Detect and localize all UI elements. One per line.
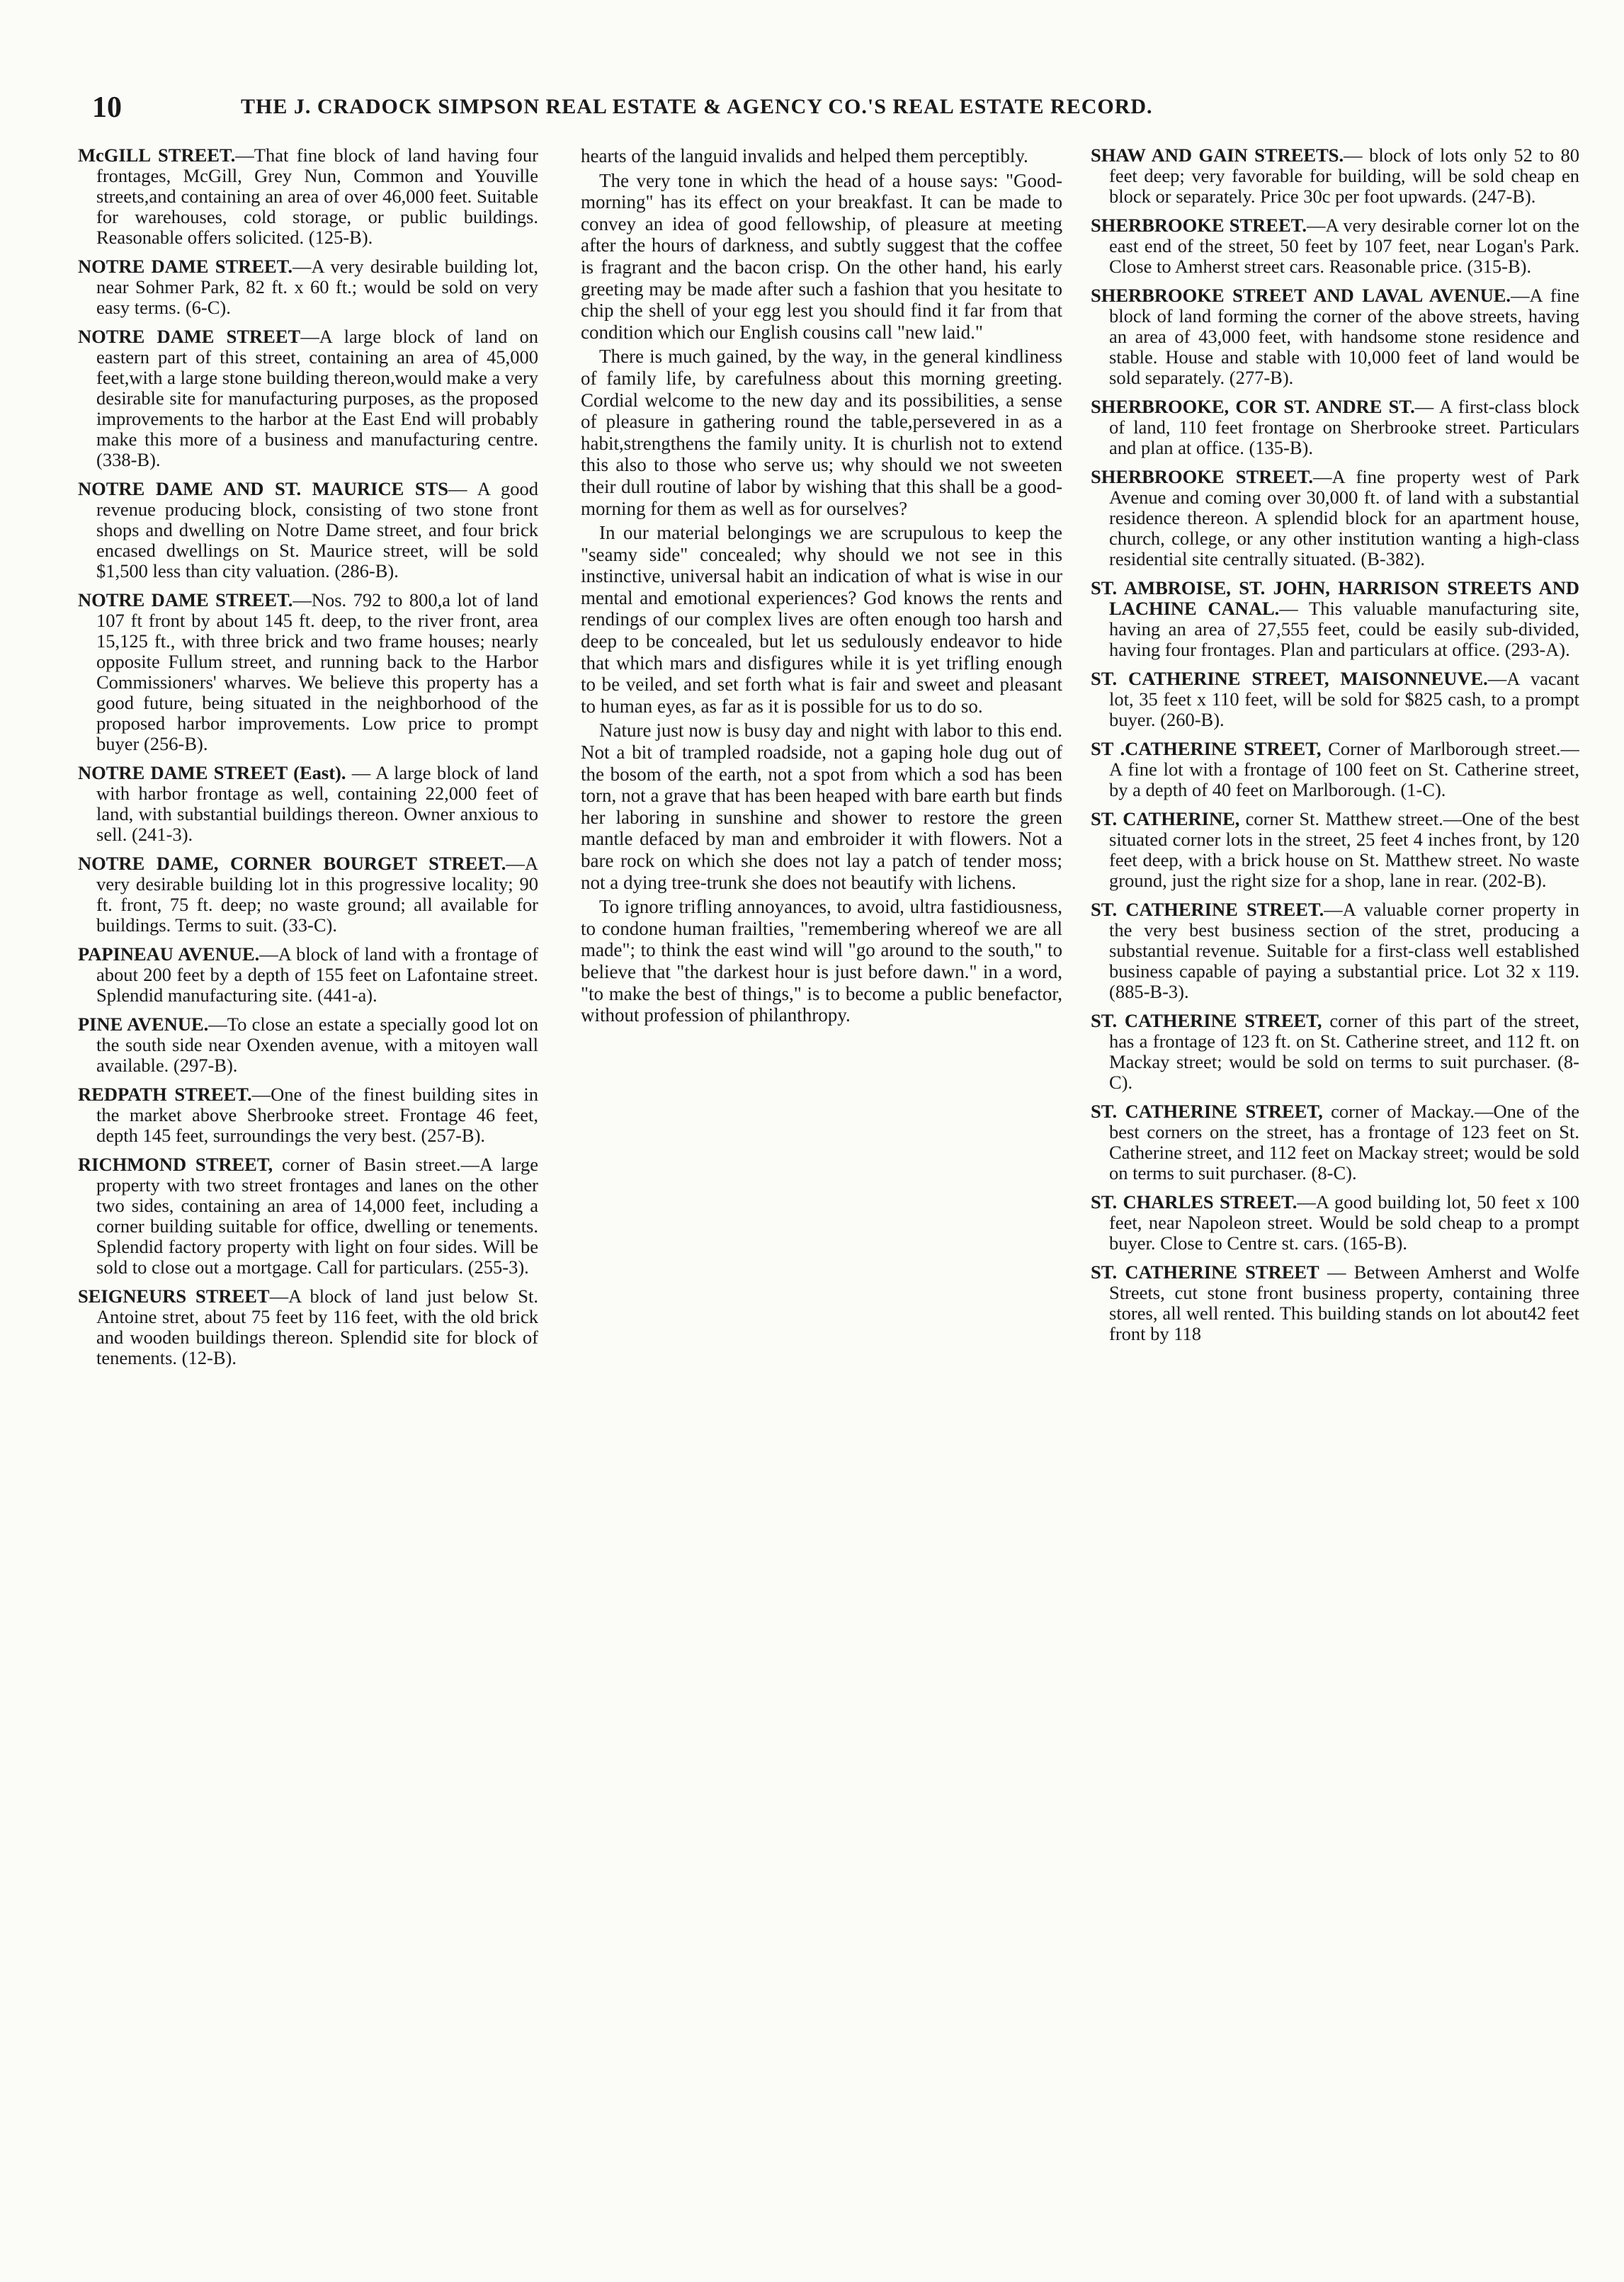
- listing: [78, 1286, 538, 1368]
- listing-text: —A valuable corner property in the very best business section of the stret, producing a substantial revenue. Suitable for a first-class well established business capable of paying a substantial price. Lot 32 x 119. (885-B-3).: [1109, 899, 1579, 1002]
- listing: [1091, 467, 1579, 569]
- listing-heading: NOTRE DAME STREET (East).: [78, 762, 346, 783]
- listing: [1091, 1262, 1579, 1344]
- running-head: THE J. CRADOCK SIMPSON REAL ESTATE & AGENCY CO.'S REAL ESTATE RECORD.: [241, 95, 1153, 118]
- listing-text: — This valuable manufacturing site, having an area of 27,555 feet, could be easily sub-divided, having four frontages. Plan and particulars at office. (293-A).: [1109, 598, 1579, 660]
- listing: [78, 1154, 538, 1278]
- listing-text: corner of Mackay.—One of the best corners on the street, has a frontage of 123 feet on St. Catherine street, and 112 feet on Mackay street; would be sold on terms to suit purchaser. (8-C).: [1109, 1101, 1579, 1183]
- listing-text: — A large block of land with harbor frontage as well, containing 22,000 feet of land, with substantial buildings thereon. Owner anxious to sell. (241-3).: [96, 762, 538, 845]
- listing-heading: ST. CATHERINE STREET, MAISONNEUVE.: [1091, 668, 1488, 689]
- listing-heading: SHERBROOKE STREET.: [1091, 215, 1307, 236]
- listing-text: — A good revenue producing block, consisting of two stone front shops and dwelling on Notre Dame street, and four brick encased dwellings on St. Maurice street, will be sold $1,500 less than city valuation. (286-B).: [96, 478, 538, 581]
- listing: [1091, 809, 1579, 891]
- listing: [78, 1014, 538, 1076]
- listing-text: —To close an estate a specially good lot on the south side near Oxenden avenue, with a mitoyen wall available. (297-B).: [96, 1014, 538, 1076]
- listing: [1091, 397, 1579, 458]
- listing-text: —A fine property west of Park Avenue and coming over 30,000 ft. of land with a substantial residence thereon. A splendid block for an apartment house, church, college, or any other institution wanting a high-class residential site centrally situated. (B-382).: [1109, 466, 1579, 569]
- listing-text: —A very desirable corner lot on the east end of the street, 50 feet by 107 feet, near Logan's Park. Close to Amherst street cars. Reasonable price. (315-B).: [1109, 215, 1579, 277]
- right-column: [1091, 145, 1579, 2242]
- listing-heading: NOTRE DAME, CORNER BOURGET STREET.: [78, 853, 506, 874]
- listing-heading: ST .CATHERINE STREET,: [1091, 738, 1322, 759]
- listing-text: —A very desirable building lot, near Sohmer Park, 82 ft. x 60 ft.; would be sold on very easy terms. (6-C).: [96, 256, 538, 318]
- middle-column: [581, 145, 1062, 2242]
- listing-text: —A block of land with a frontage of about 200 feet by a depth of 155 feet on Lafontaine street. Splendid manufacturing site. (441-a).: [96, 943, 538, 1006]
- listing: [1091, 1101, 1579, 1183]
- listing-text: — Between Amherst and Wolfe Streets, cut stone front business property, containing three stores, all well rented. This building stands on lot about42 feet front by 118: [1109, 1261, 1579, 1344]
- page-number: 10: [92, 91, 122, 124]
- article-paragraph: hearts of the languid invalids and helped them perceptibly.: [581, 145, 1028, 166]
- listing-text: —A good building lot, 50 feet x 100 feet, near Napoleon street. Would be sold cheap to a prompt buyer. Close to Centre st. cars. (165-B).: [1109, 1191, 1579, 1254]
- listing-text: —A very desirable building lot in this progressive locality; 90 ft. front, 75 ft. deep; no waste ground; all available for buildings. Terms to suit. (33-C).: [96, 853, 538, 936]
- listing: [1091, 285, 1579, 388]
- listing-heading: NOTRE DAME STREET.: [78, 256, 293, 277]
- listing-heading: ST. CATHERINE STREET: [1091, 1261, 1319, 1283]
- listing-text: —A vacant lot, 35 feet x 110 feet, will be sold for $825 cash, to a prompt buyer. (260-B).: [1109, 668, 1579, 730]
- listing-text: —That fine block of land having four frontages, McGill, Grey Nun, Common and Youville streets,and containing an area of over 46,000 feet. Suitable for warehouses, cold storage, or public buildings. Reasonable offers solicited. (125-B).: [96, 145, 538, 248]
- listing: [1091, 578, 1579, 660]
- article-paragraph: Nature just now is busy day and night with labor to this end. Not a bit of trampled roadside, not a gaping hole dug out of the bosom of the earth, not a spot from which a sod has been torn, not a grave that has been heaped with bare earth but finds her laboring in sunshine and shower to restore the green mantle defaced by man and embroider it with flowers. Not a bare rock on which she does not lay a patch of tender moss; not a dying tree-trunk she does not beautify with lichens.: [581, 720, 1062, 893]
- listing: [1091, 1011, 1579, 1093]
- listing-heading: SEIGNEURS STREET: [78, 1285, 270, 1307]
- listing-heading: ST. CHARLES STREET.: [1091, 1191, 1298, 1213]
- listing: [78, 1084, 538, 1146]
- listing: [78, 853, 538, 936]
- listing-text: —A fine block of land forming the corner of the above streets, having an area of 43,000 feet, with handsome stone residence and stable. House and stable with 10,000 feet of land would be sold separately. (277-B).: [1109, 285, 1579, 388]
- listing: [1091, 145, 1579, 207]
- listing-text: corner St. Matthew street.—One of the best situated corner lots in the street, 25 feet 4 inches front, by 120 feet deep, with a brick house on St. Matthew street. No waste ground, just the right size for a shop, lane in rear. (202-B).: [1109, 808, 1579, 891]
- listing-heading: NOTRE DAME STREET: [78, 326, 301, 347]
- listing-heading: NOTRE DAME AND ST. MAURICE STS: [78, 478, 449, 499]
- listing-text: —One of the finest building sites in the market above Sherbrooke street. Frontage 46 feet, depth 145 feet, surroundings the very best. (257-B).: [96, 1084, 538, 1146]
- listing-heading: SHERBROOKE STREET AND LAVAL AVENUE.: [1091, 285, 1511, 306]
- listing-heading: RICHMOND STREET,: [78, 1154, 273, 1175]
- listing-heading: PAPINEAU AVENUE.: [78, 943, 260, 965]
- listing: [1091, 669, 1579, 730]
- listing: [1091, 899, 1579, 1002]
- article-paragraph: There is much gained, by the way, in the general kindliness of family life, by carefulness about this morning greeting. Cordial welcome to the new day and its possibilities, a sense of pleasure in gathering round the table,persevered in as a habit,strengthens the family unity. It is churlish not to extend this also to those who serve us; why should we not sweeten their dull routine of labor by wishing that this shall be a good-morning for them as well as for ourselves?: [581, 346, 1062, 519]
- listing-text: —A large block of land on eastern part of this street, containing an area of 45,000 feet,with a large stone building thereon,would make a very desirable site for manufacturing purposes, as the proposed improvements to the harbor at the East End will probably make this more of a business and manufacturing centre. (338-B).: [96, 326, 538, 470]
- listing-heading: ST. CATHERINE STREET.: [1091, 899, 1324, 920]
- listing: [1091, 1192, 1579, 1254]
- listing-heading: REDPATH STREET.: [78, 1084, 252, 1105]
- article-paragraph: To ignore trifling annoyances, to avoid, ultra fastidiousness, to condone human frailties, "remembering whereof we are all made"; to think the east wind will "go around to the south," to believe that "the darkest hour is just before dawn." in a word, "to make the best of things," is to become a public benefactor, without profession of philanthropy.: [581, 896, 1062, 1026]
- listing: [78, 145, 538, 248]
- article-paragraph: The very tone in which the head of a house says: "Good-morning" has its effect on your breakfast. It can be made to convey an idea of good fellowship, of pleasure at meeting after the hours of darkness, and subtly suggest that the coffee is fragrant and the bacon crisp. On the other hand, his early greeting may be made after such a fashion that you hesitate to chip the shell of your egg lest you should find it far from that condition which our English cousins call "new laid.": [581, 169, 1062, 343]
- listing-heading: ST. CATHERINE,: [1091, 808, 1240, 829]
- listing: [1091, 739, 1579, 800]
- listing-heading: ST. CATHERINE STREET,: [1091, 1101, 1323, 1122]
- listing-heading: McGILL STREET.: [78, 145, 236, 166]
- listing-text: corner of this part of the street, has a frontage of 123 ft. on St. Catherine street, and 112 ft. on Mackay street; would be sold on terms to suit purchaser. (8-C).: [1109, 1010, 1579, 1093]
- listing-heading: ST. AMBROISE, ST. JOHN, HARRISON STREETS AND LACHINE CANAL.: [1091, 577, 1579, 619]
- listing-heading: SHAW AND GAIN STREETS.: [1091, 145, 1344, 166]
- listing: [78, 327, 538, 470]
- listing: [78, 944, 538, 1006]
- listing: [78, 479, 538, 581]
- listing: [1091, 215, 1579, 277]
- listing: [78, 590, 538, 754]
- page-header: [92, 91, 1551, 126]
- listing: [78, 763, 538, 845]
- listing-heading: NOTRE DAME STREET.: [78, 589, 293, 611]
- listing-heading: SHERBROOKE, COR ST. ANDRE ST.: [1091, 396, 1415, 417]
- listing-heading: SHERBROOKE STREET.: [1091, 466, 1314, 487]
- listing-text: corner of Basin street.—A large property with two street frontages and lanes on the other two sides, containing an area of 14,000 feet, including a corner building suitable for office, dwelling or tenements. Splendid factory property with light on four sides. Will be sold to close out a mortgage. Call for particulars. (255-3).: [96, 1154, 538, 1278]
- listing-text: —Nos. 792 to 800,a lot of land 107 ft front by about 145 ft. deep, to the river front, area 15,125 ft., with three brick and two frame houses; nearly opposite Fullum street, and running back to the Harbor Commissioners' wharves. We believe this property has a good future, being situated in the neighborhood of the proposed harbor improvements. Low price to prompt buyer (256-B).: [96, 589, 538, 754]
- listing: [78, 256, 538, 318]
- left-column: [78, 145, 538, 2242]
- article-paragraph: In our material belongings we are scrupulous to keep the "seamy side" concealed; why should we not see in this instinctive, universal habit an indication of what is wise in our mental and emotional experiences? God knows the rents and rendings of our complex lives are often enough too harsh and deep to be concealed, but let us sedulously endeavor to hide that which mars and disfigures while it is yet trifling enough to be veiled, and set forth what is fair and sweet and pleasant to human eyes, as far as it is possible for us to do so.: [581, 522, 1062, 717]
- listing-heading: ST. CATHERINE STREET,: [1091, 1010, 1322, 1031]
- listing-heading: PINE AVENUE.: [78, 1014, 209, 1035]
- listing-text: —A block of land just below St. Antoine stret, about 75 feet by 116 feet, with the old brick and wooden buildings thereon. Splendid site for block of tenements. (12-B).: [96, 1285, 538, 1368]
- listing-text: — block of lots only 52 to 80 feet deep; very favorable for building, will be sold cheap en block or separately. Price 30c per foot upwards. (247-B).: [1109, 145, 1579, 207]
- listing-text: Corner of Marlborough street.—A fine lot with a frontage of 100 feet on St. Catherine street, by a depth of 40 feet on Marlborough. (1-C).: [1109, 738, 1579, 800]
- listing-text: — A first-class block of land, 110 feet frontage on Sherbrooke street. Particulars and plan at office. (135-B).: [1109, 396, 1579, 458]
